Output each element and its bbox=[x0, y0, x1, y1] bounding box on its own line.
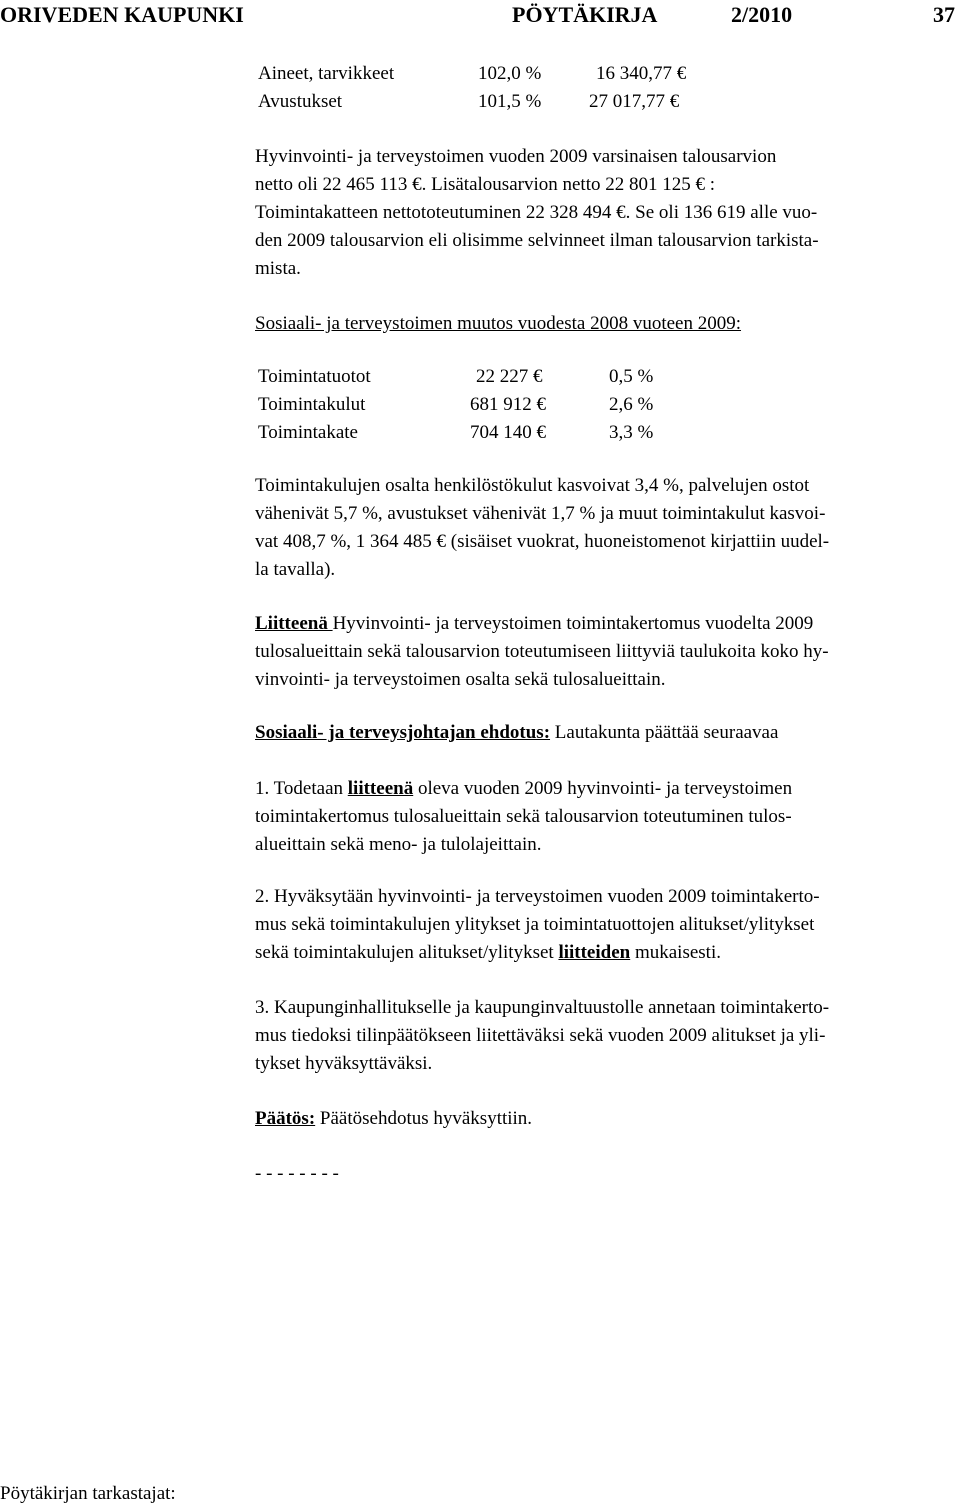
text-line: vinvointi- ja terveystoimen osalta sekä tulosalueittain. bbox=[255, 669, 666, 690]
header-org: ORIVEDEN KAUPUNKI bbox=[0, 2, 244, 27]
proposal-label: Sosiaali- ja terveysjohtajan ehdotus: bbox=[255, 722, 551, 743]
decision-line bbox=[255, 1105, 532, 1133]
item1-post: oleva vuoden 2009 hyvinvointi- ja terveystoimen bbox=[413, 778, 793, 799]
header-doc-type: PÖYTÄKIRJA bbox=[512, 2, 658, 27]
text-line bbox=[255, 775, 792, 803]
text-line: tulosalueittain sekä talousarvion toteutumiseen liittyviä taulukoita koko hy- bbox=[255, 641, 829, 662]
top-table-percent: 102,0 % bbox=[478, 63, 542, 84]
top-table-amount: 27 017,77 € bbox=[589, 91, 680, 112]
top-table-label: Aineet, tarvikkeet bbox=[258, 63, 395, 84]
change-table-label: Toimintatuotot bbox=[258, 366, 371, 387]
change-table-label: Toimintakulut bbox=[258, 394, 366, 415]
change-table-percent: 0,5 % bbox=[609, 366, 654, 387]
text-line: mus sekä toimintakulujen ylitykset ja toimintatuottojen alitukset/ylitykset bbox=[255, 914, 815, 935]
item1-link: liitteenä bbox=[347, 778, 414, 799]
text-line bbox=[255, 939, 721, 967]
text-line: Hyvinvointi- ja terveystoimen vuoden 2009 varsinaisen talousarvion bbox=[255, 146, 777, 167]
proposal-text: Lautakunta päättää seuraavaa bbox=[550, 722, 779, 743]
change-heading: Sosiaali- ja terveystoimen muutos vuodesta 2008 vuoteen 2009: bbox=[255, 313, 742, 334]
text-line: mista. bbox=[255, 258, 301, 279]
item2-pre: sekä toimintakulujen alitukset/ylitykset bbox=[255, 942, 559, 963]
text-line: 2. Hyväksytään hyvinvointi- ja terveystoimen vuoden 2009 toimintakerto- bbox=[255, 886, 820, 907]
top-table-percent: 101,5 % bbox=[478, 91, 542, 112]
text-line: mus tiedoksi tilinpäätökseen liitettäväksi sekä vuoden 2009 alitukset ja yli- bbox=[255, 1025, 826, 1046]
text-line: tykset hyväksyttäväksi. bbox=[255, 1053, 433, 1074]
decision-text: Päätösehdotus hyväksyttiin. bbox=[315, 1108, 533, 1129]
item2-link: liitteiden bbox=[558, 942, 631, 963]
change-table-percent: 2,6 % bbox=[609, 394, 654, 415]
decision-label: Päätös: bbox=[255, 1108, 316, 1129]
change-table-label: Toimintakate bbox=[258, 422, 358, 443]
text-line: den 2009 talousarvion eli olisimme selvinneet ilman talousarvion tarkista- bbox=[255, 230, 819, 251]
header-doc-number: 2/2010 bbox=[731, 2, 793, 27]
top-table-label: Avustukset bbox=[258, 91, 343, 112]
item1-pre: 1. Todetaan bbox=[255, 778, 348, 799]
header-page-number: 37 bbox=[933, 2, 955, 27]
text-line: Toimintakatteen nettototeutuminen 22 328 494 €. Se oli 136 619 alle vuo- bbox=[255, 202, 818, 223]
item2-post: mukaisesti. bbox=[630, 942, 721, 963]
change-table-percent: 3,3 % bbox=[609, 422, 654, 443]
attachment-text: Hyvinvointi- ja terveystoimen toimintakertomus vuodelta 2009 bbox=[332, 613, 814, 634]
text-line: vat 408,7 %, 1 364 485 € (sisäiset vuokrat, huoneistomenot kirjattiin uudel- bbox=[255, 531, 830, 552]
text-line: alueittain sekä meno- ja tulolajeittain. bbox=[255, 834, 542, 855]
attachment-label: Liitteenä bbox=[255, 613, 333, 634]
change-table-amount: 22 227 € bbox=[476, 366, 543, 387]
text-line bbox=[255, 610, 813, 638]
top-table-amount: 16 340,77 € bbox=[596, 63, 687, 84]
separator: - - - - - - - - bbox=[255, 1163, 339, 1184]
text-line: netto oli 22 465 113 €. Lisätalousarvion netto 22 801 125 € : bbox=[255, 174, 715, 195]
text-line: la tavalla). bbox=[255, 559, 336, 580]
footer-label: Pöytäkirjan tarkastajat: bbox=[0, 1483, 176, 1504]
proposal-line bbox=[255, 719, 778, 747]
change-table-amount: 704 140 € bbox=[470, 422, 546, 443]
change-table-amount: 681 912 € bbox=[470, 394, 546, 415]
text-line: toimintakertomus tulosalueittain sekä talousarvion toteutuminen tulos- bbox=[255, 806, 792, 827]
text-line: 3. Kaupunginhallitukselle ja kaupunginvaltuustolle annetaan toimintakerto- bbox=[255, 997, 830, 1018]
text-line: Toimintakulujen osalta henkilöstökulut kasvoivat 3,4 %, palvelujen ostot bbox=[255, 475, 810, 496]
text-line: vähenivät 5,7 %, avustukset vähenivät 1,7 % ja muut toimintakulut kasvoi- bbox=[255, 503, 826, 524]
